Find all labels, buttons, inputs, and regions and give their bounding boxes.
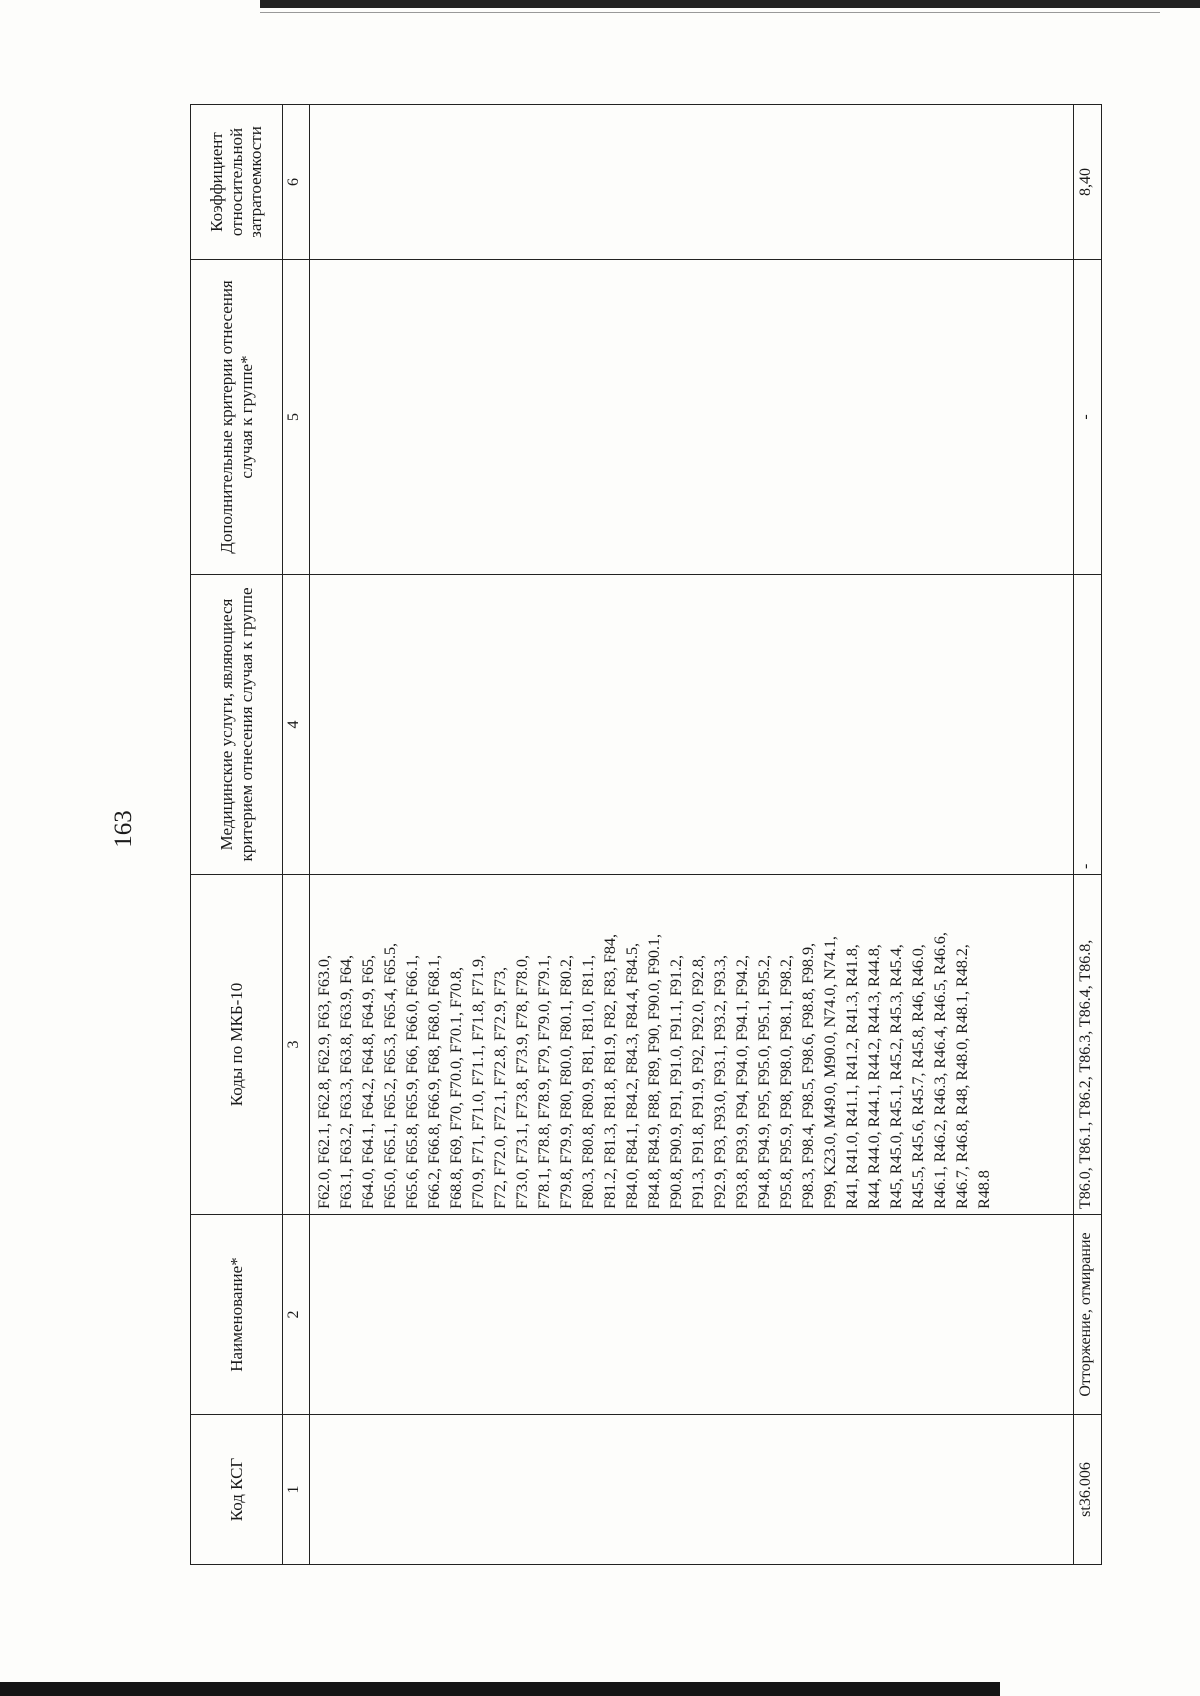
column-number-5: 5: [283, 260, 310, 575]
icd-codes-line: R45.5, R45.6, R45.7, R45.8, R46, R46.0,: [908, 944, 927, 1209]
ksg-table: [190, 104, 1102, 1565]
icd-codes-line: F65.0, F65.1, F65.2, F65.3, F65.4, F65.5,: [380, 943, 399, 1209]
icd-codes-line: F79.8, F79.9, F80, F80.0, F80.1, F80.2,: [556, 955, 575, 1209]
column-number-2: 2: [283, 1215, 310, 1415]
name-cell: Отторжение, отмирание: [1074, 1215, 1102, 1415]
icd-codes-line: F92.9, F93, F93.0, F93.1, F93.2, F93.3,: [710, 955, 729, 1209]
column-number-row: [283, 105, 310, 1565]
icd-codes-line: F98.3, F98.4, F98.5, F98.6, F98.8, F98.9,: [798, 943, 817, 1209]
column-number-3: 3: [283, 875, 310, 1215]
column-number-4: 4: [283, 575, 310, 875]
header-coefficient: Коэффициент относительной затратоемкости: [191, 105, 283, 260]
rotated-table-container: [190, 105, 1102, 1565]
icd-codes-line: F68.8, F69, F70, F70.0, F70.1, F70.8,: [446, 967, 465, 1209]
icd-codes-line: F62.0, F62.1, F62.8, F62.9, F63, F63.0,: [314, 955, 333, 1209]
icd-codes-line: R41, R41.0, R41.1, R41.2, R41.3, R41.8,: [842, 944, 861, 1209]
icd-codes-line: R44, R44.0, R44.1, R44.2, R44.3, R44.8,: [864, 944, 883, 1209]
icd-codes-cell: T86.0, T86.1, T86.2, T86.3, T86.4, T86.8,: [1074, 875, 1102, 1215]
extra-criteria-cell: -: [1074, 260, 1102, 575]
header-extra-criteria: Дополнительные критерии отнесения случая к группе*: [191, 260, 283, 575]
table-row-st36-006: [1074, 105, 1102, 1565]
icd-codes-cell: [310, 875, 1074, 1215]
header-row: [191, 105, 283, 1565]
services-cell: -: [1074, 575, 1102, 875]
icd-codes-line: F80.3, F80.8, F80.9, F81, F81.0, F81.1,: [578, 955, 597, 1209]
extra-criteria-cell: [310, 260, 1074, 575]
header-services: Медицинские услуги, являющиеся критерием отнесения случая к группе: [191, 575, 283, 875]
icd-codes-line: F81.2, F81.3, F81.8, F81.9, F82, F83, F84,: [600, 934, 619, 1209]
ksg-code-cell: [310, 1415, 1074, 1565]
icd-codes-line: F73.0, F73.1, F73.8, F73.9, F78, F78.0,: [512, 955, 531, 1209]
icd-codes-line: F78.1, F78.8, F78.9, F79, F79.0, F79.1,: [534, 955, 553, 1209]
column-number-6: 6: [283, 105, 310, 260]
icd-codes-line: R48.8: [974, 1170, 993, 1209]
icd-codes-line: F84.0, F84.1, F84.2, F84.3, F84.4, F84.5,: [622, 943, 641, 1209]
scan-bottom-edge: [0, 1682, 1000, 1696]
header-name: Наименование*: [191, 1215, 283, 1415]
icd-codes-line: F93.8, F93.9, F94, F94.0, F94.1, F94.2,: [732, 955, 751, 1209]
name-cell: [310, 1215, 1074, 1415]
scan-top-line: [260, 12, 1160, 13]
coefficient-cell: 8,40: [1074, 105, 1102, 260]
icd-codes-line: F72, F72.0, F72.1, F72.8, F72.9, F73,: [490, 967, 509, 1209]
icd-codes-line: R45, R45.0, R45.1, R45.2, R45.3, R45.4,: [886, 944, 905, 1209]
table-row-continuation: [310, 105, 1074, 1565]
ksg-code-cell: st36.006: [1074, 1415, 1102, 1565]
icd-codes-line: F99, K23.0, M49.0, M90.0, N74.0, N74.1,: [820, 936, 839, 1209]
icd-codes-line: F94.8, F94.9, F95, F95.0, F95.1, F95.2,: [754, 955, 773, 1209]
services-cell: [310, 575, 1074, 875]
column-number-1: 1: [283, 1415, 310, 1565]
icd-codes-line: F66.2, F66.8, F66.9, F68, F68.0, F68.1,: [424, 955, 443, 1209]
header-ksg-code: Код КСГ: [191, 1415, 283, 1565]
icd-codes-line: R46.1, R46.2, R46.3, R46.4, R46.5, R46.6,: [930, 932, 949, 1209]
icd-codes-line: F84.8, F84.9, F88, F89, F90, F90.0, F90.1,: [644, 934, 663, 1209]
icd-codes-line: F90.8, F90.9, F91, F91.0, F91.1, F91.2,: [666, 955, 685, 1209]
icd-codes-line: F65.6, F65.8, F65.9, F66, F66.0, F66.1,: [402, 955, 421, 1209]
coefficient-cell: [310, 105, 1074, 260]
header-icd-codes: Коды по МКБ-10: [191, 875, 283, 1215]
icd-codes-line: F95.8, F95.9, F98, F98.0, F98.1, F98.2,: [776, 955, 795, 1209]
icd-codes-line: F63.1, F63.2, F63.3, F63.8, F63.9, F64,: [336, 955, 355, 1209]
scan-top-edge: [260, 0, 1200, 8]
icd-codes-line: R46.7, R46.8, R48, R48.0, R48.1, R48.2,: [952, 944, 971, 1209]
icd-codes-line: F70.9, F71, F71.0, F71.1, F71.8, F71.9,: [468, 955, 487, 1209]
page-number: 163: [110, 810, 137, 848]
icd-codes-line: F91.3, F91.8, F91.9, F92, F92.0, F92.8,: [688, 955, 707, 1209]
icd-codes-line: F64.0, F64.1, F64.2, F64.8, F64.9, F65,: [358, 955, 377, 1209]
